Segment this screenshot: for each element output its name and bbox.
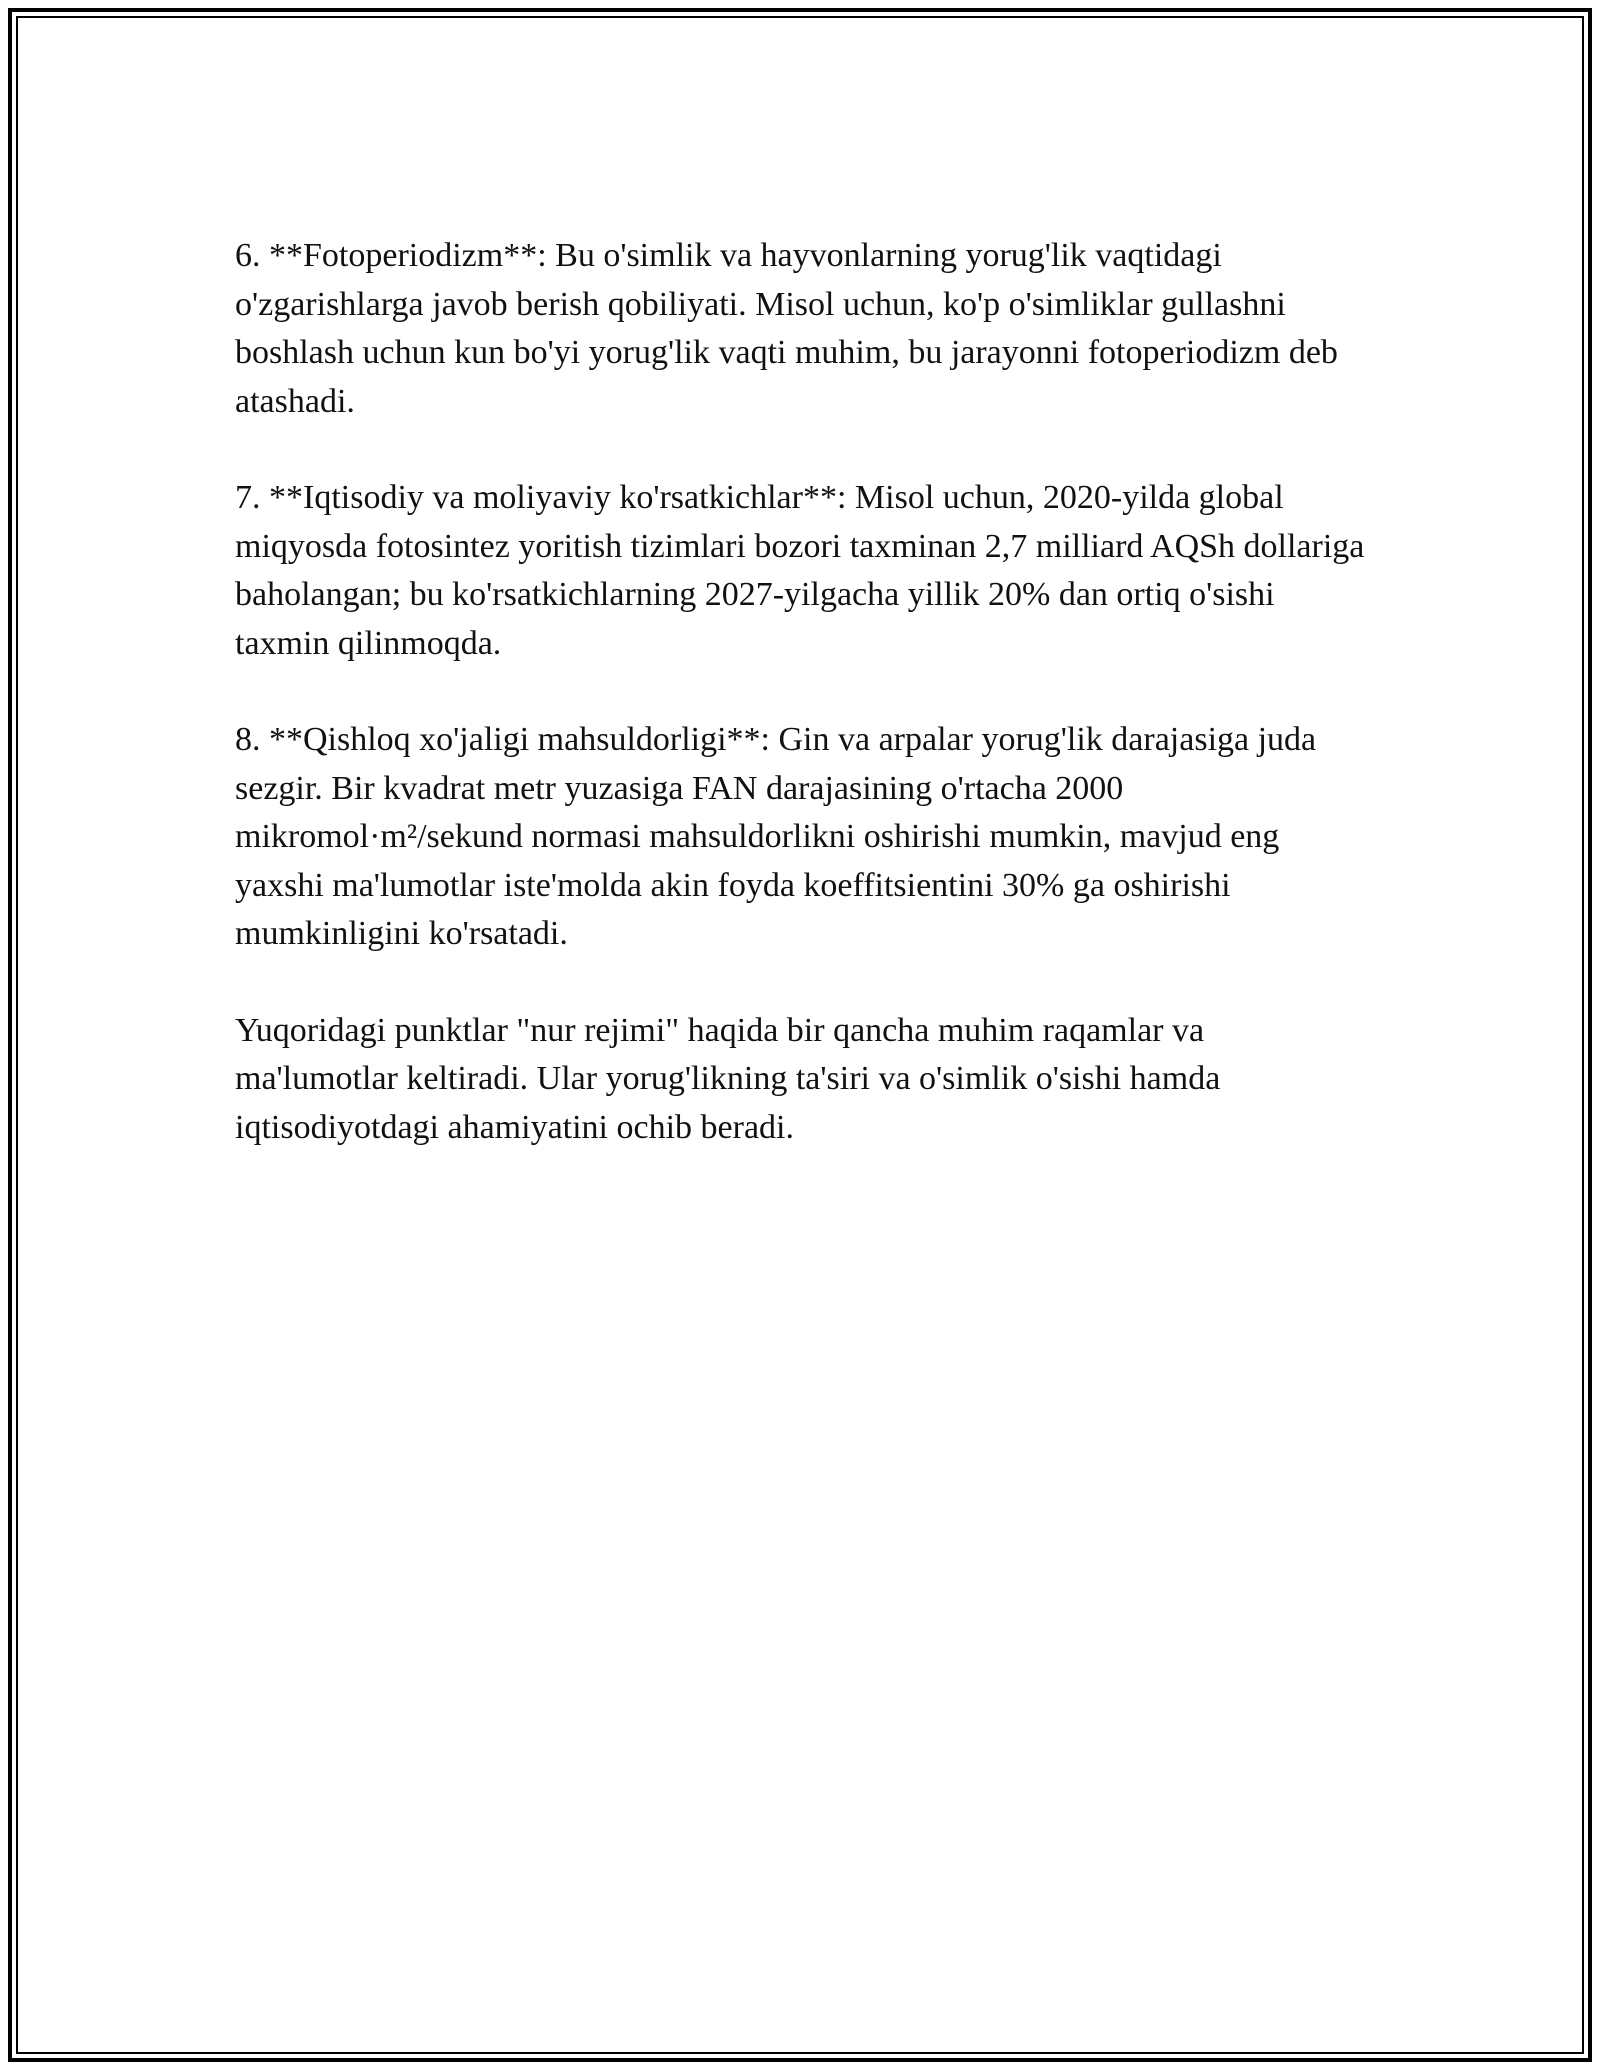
summary-paragraph: Yuqoridagi punktlar "nur rejimi" haqida bir qancha muhim raqamlar va ma'lumotlar keltiradi. Ular yorug'likning ta'siri va o'simlik o'sishi hamda iqtisodiyotdagi ahamiyatini ochib beradi. bbox=[235, 1011, 1221, 1146]
paragraph-item-7: 7. **Iqtisodiy va moliyaviy ko'rsatkichlar**: Misol uchun, 2020-yilda global miqyosda fotosintez yoritish tizimlari bozori taxminan 2,7 milliard AQSh dollariga baholangan; bu ko'rsatkichlarning 2027-yilgacha yillik 20% dan ortiq o'sishi taxmin qilinmoqda. bbox=[235, 479, 1365, 662]
document-body bbox=[235, 232, 1375, 1200]
paragraph-item-6: 6. **Fotoperiodizm**: Bu o'simlik va hayvonlarning yorug'lik vaqtidagi o'zgarishlarga javob berish qobiliyati. Misol uchun, ko'p o'simliklar gullashni boshlash uchun kun bo'yi yorug'lik vaqti muhim, bu jarayonni fotoperiodizm deb atashadi. bbox=[235, 237, 1338, 420]
paragraph-item-8: 8. **Qishloq xo'jaligi mahsuldorligi**: Gin va arpalar yorug'lik darajasiga juda sezgir. Bir kvadrat metr yuzasiga FAN darajasining o'rtacha 2000 mikromol·m²/sekund normasi mahsuldorlikni oshirishi mumkin, mavjud eng yaxshi ma'lumotlar iste'molda akin foyda koeffitsientini 30% ga oshirishi mumkinligini ko'rsatadi. bbox=[235, 721, 1317, 952]
